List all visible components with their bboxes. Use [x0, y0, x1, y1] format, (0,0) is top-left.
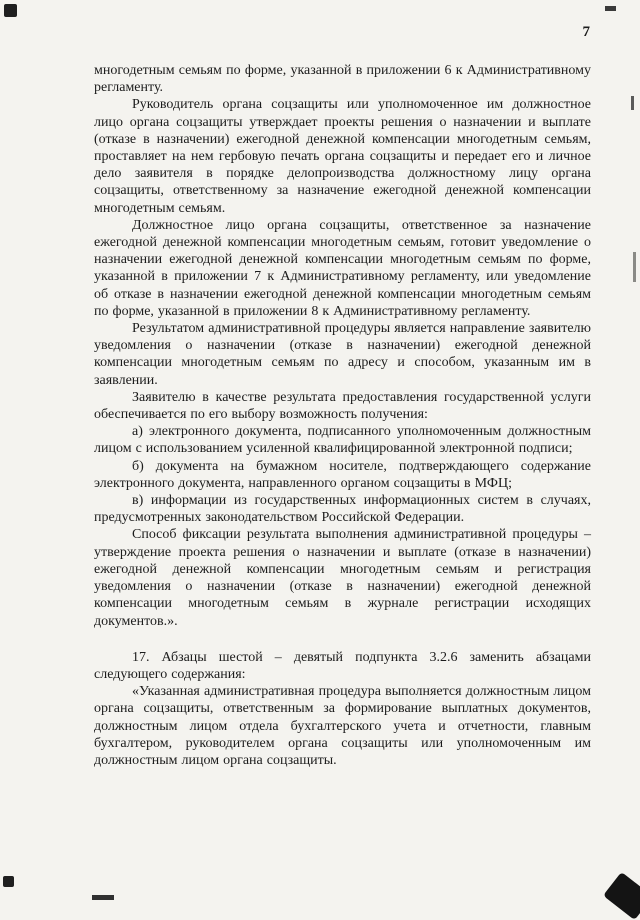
- paragraph: «Указанная административная процедура выполняется должностным лицом органа соцзащиты, ответственным за формирование выплатных документов, должностным лицом отдела бухгалтерского учета и отчетности, главным бухгалтером, руководителем органа соцзащиты или уполномоченным им должностным лицом органа соцзащиты.: [94, 684, 591, 768]
- paragraph: Руководитель органа соцзащиты или уполномоченное им должностное лицо органа соцзащиты утверждает проекты решения о назначении и выплате (отказе в назначении) ежегодной денежной компенсации многодетным семьям, проставляет на нем гербовую печать органа соцзащиты и передает его и личное дело заявителя в порядке делопроизводства должностному лицу органа соцзащиты, ответственному за назначение ежегодной денежной компенсации многодетным семьям.: [94, 97, 591, 216]
- paragraph: Должностное лицо органа соцзащиты, ответственное за назначение ежегодной денежной компенсации многодетным семьям, готовит уведомление о назначении ежегодной денежной компенсации многодетным семьям по форме, указанной в приложении 7 к Административному регламенту, или уведомление об отказе в назначении ежегодной денежной компенсации многодетным семьям по форме, указанной в приложении 8 к Административному регламенту.: [94, 217, 591, 319]
- paragraph: 17. Абзацы шестой – девятый подпункта 3.2.6 заменить абзацами следующего содержания:: [94, 649, 591, 682]
- paragraph: Результатом административной процедуры является направление заявителю уведомления о назначении (отказе в назначении) ежегодной денежной компенсации многодетным семьям по адресу и способом, указанным им в заявлении.: [94, 321, 591, 388]
- paragraph: б) документа на бумажном носителе, подтверждающего содержание электронного документа, направленного органом соцзащиты в МФЦ;: [94, 458, 591, 491]
- paragraph: многодетным семьям по форме, указанной в приложении 6 к Административному регламенту.: [94, 63, 591, 96]
- scan-artifact-top-right: [605, 6, 616, 11]
- paragraph: Способ фиксации результата выполнения административной процедуры – утверждение проекта решения о назначении и выплате (отказе в назначении) ежегодной денежной компенсации многодетным семьям и регистрация уведомления о назначении (отказе в назначении) ежегодной денежной компенсации многодетным семьям в журнале регистрации исходящих документов.».: [94, 527, 591, 629]
- paragraph: в) информации из государственных информационных систем в случаях, предусмотренных законодательством Российской Федерации.: [94, 493, 591, 526]
- scan-artifact-bottom-right: [603, 872, 640, 920]
- scan-artifact-bottom-left: [3, 876, 14, 887]
- paragraph: Заявителю в качестве результата предоставления государственной услуги обеспечивается по его выбору возможность получения:: [94, 389, 591, 423]
- document-body: [94, 62, 591, 769]
- paragraph: а) электронного документа, подписанного уполномоченным должностным лицом с использованием усиленной квалифицированной электронной подписи;: [94, 424, 591, 457]
- scan-artifact-top-left: [4, 4, 17, 17]
- scan-artifact-right-edge-1: [631, 96, 634, 110]
- scan-artifact-bottom-dash: [92, 895, 114, 900]
- page-number: 7: [582, 24, 590, 40]
- scan-artifact-right-edge-2: [633, 252, 636, 282]
